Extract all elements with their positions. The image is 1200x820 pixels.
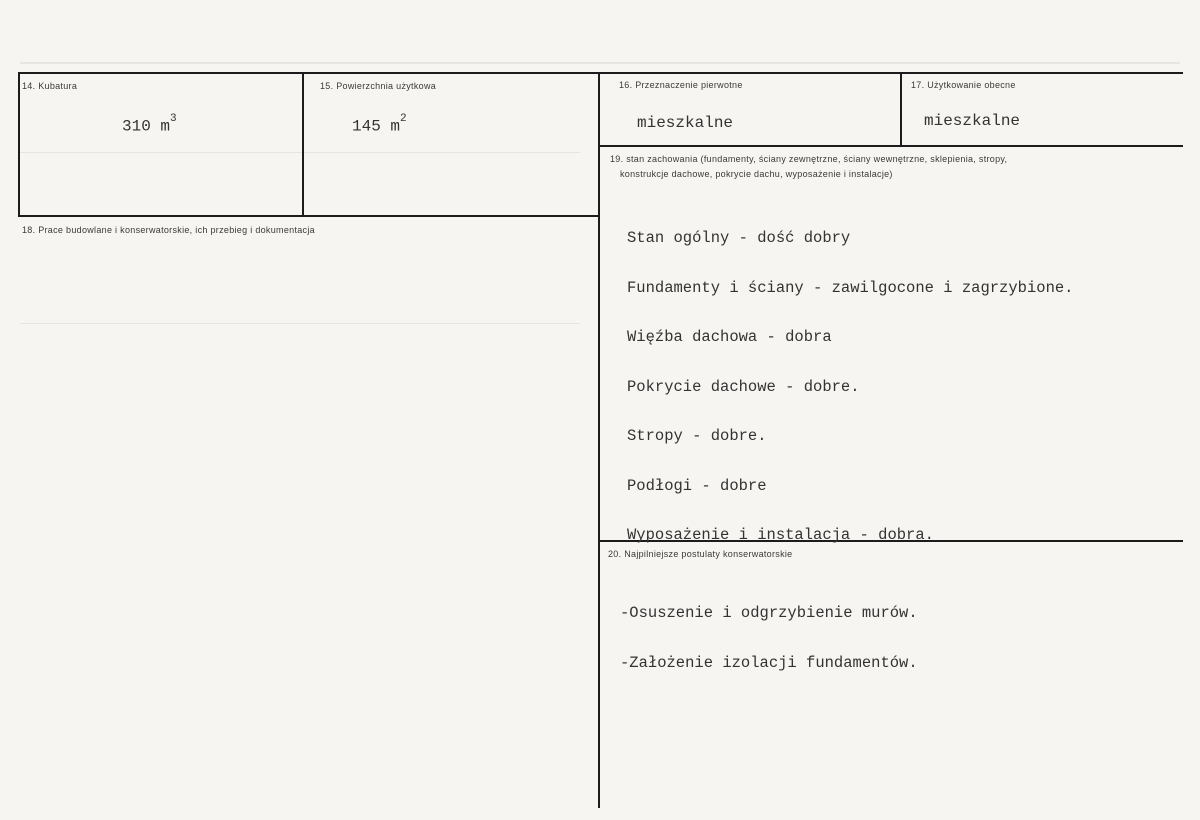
condition-line: Fundamenty i ściany - zawilgocone i zagrzybione. (627, 278, 1074, 297)
field-19-label-line1: 19. stan zachowania (fundamenty, ściany zewnętrzne, ściany wewnętrzne, sklepienia, stropy, (610, 154, 1008, 164)
faint-rule (20, 152, 580, 153)
top-rule (18, 72, 1183, 74)
condition-line: Pokrycie dachowe - dobre. (627, 377, 860, 396)
kubatura-unit-exponent: 3 (170, 113, 177, 125)
condition-text (627, 197, 1073, 577)
postulates-text (620, 572, 918, 704)
field-14-label: 14. Kubatura (22, 81, 78, 91)
field-15-label: 15. Powierzchnia użytkowa (320, 81, 437, 91)
condition-line: Więźba dachowa - dobra (627, 328, 832, 346)
field-19-label (610, 152, 1150, 182)
area-unit-exponent: 2 (400, 113, 407, 125)
postulate-line: -Osuszenie i odgrzybienie murów. (620, 604, 918, 622)
field-16-value: mieszkalne (637, 114, 734, 132)
condition-line: Stan ogólny - dość dobry (627, 229, 851, 247)
field-17-value: mieszkalne (924, 112, 1021, 130)
field-15-value (352, 113, 407, 136)
field-18-label: 18. Prace budowlane i konserwatorskie, ich przebieg i dokumentacja (22, 225, 315, 235)
divider-14-15 (302, 72, 304, 217)
center-vertical-rule (598, 72, 600, 808)
area-value: 145 m (352, 117, 401, 136)
condition-line: Wyposażenie i instalacja - dobra. (627, 526, 934, 544)
kubatura-value: 310 m (122, 117, 171, 136)
faint-rule (20, 62, 1180, 64)
postulate-line: -Założenie izolacji fundamentów. (620, 653, 918, 672)
field-14-value (122, 113, 177, 136)
rule-above-19 (600, 145, 1183, 147)
divider-16-17 (900, 72, 902, 146)
field-16-label: 16. Przeznaczenie pierwotne (619, 80, 743, 90)
rule-above-18 (18, 215, 600, 217)
field-17-label: 17. Użytkowanie obecne (911, 80, 1016, 90)
condition-line: Stropy - dobre. (627, 427, 767, 445)
field-19-label-line2: konstrukcje dachowe, pokrycie dachu, wyposażenie i instalacje) (620, 169, 893, 179)
left-rule (18, 72, 20, 217)
field-20-label: 20. Najpilniejsze postulaty konserwatorskie (608, 549, 793, 559)
faint-rule (20, 323, 580, 324)
condition-line: Podłogi - dobre (627, 476, 767, 495)
